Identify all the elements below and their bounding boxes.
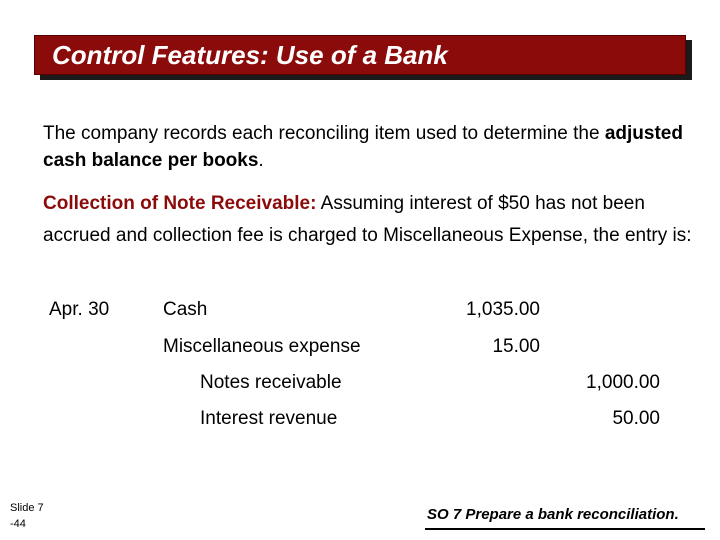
note-paragraph [43,188,708,252]
slide-number-line2: -44 [10,518,26,530]
study-objective-underline [425,528,705,530]
entry-account: Interest revenue [200,408,338,429]
note-text: Assuming interest of $50 has not been accrued and collection fee is charged to Miscellaneous Expense, the entry is: [43,193,692,246]
entry-debit: 15.00 [492,336,540,357]
study-objective: SO 7 Prepare a bank reconciliation. [427,506,679,523]
slide-number [10,500,70,532]
entry-account: Cash [163,299,208,320]
note-label: Collection of Note Receivable: [43,193,317,214]
intro-text: The company records each reconciling item used to determine the [43,123,605,144]
entry-date: Apr. 30 [49,299,110,320]
entry-credit: 50.00 [612,408,660,429]
intro-text-end: . [258,150,264,171]
entry-account: Miscellaneous expense [163,336,361,357]
slide-title: Control Features: Use of a Bank [52,40,448,70]
slide-number-line1: Slide 7 [10,502,44,514]
entry-account: Notes receivable [200,372,342,393]
entry-credit: 1,000.00 [586,372,660,393]
intro-paragraph [43,120,703,174]
intro-bold-text: adjusted cash balance per books [43,123,683,171]
entry-debit: 1,035.00 [466,299,540,320]
